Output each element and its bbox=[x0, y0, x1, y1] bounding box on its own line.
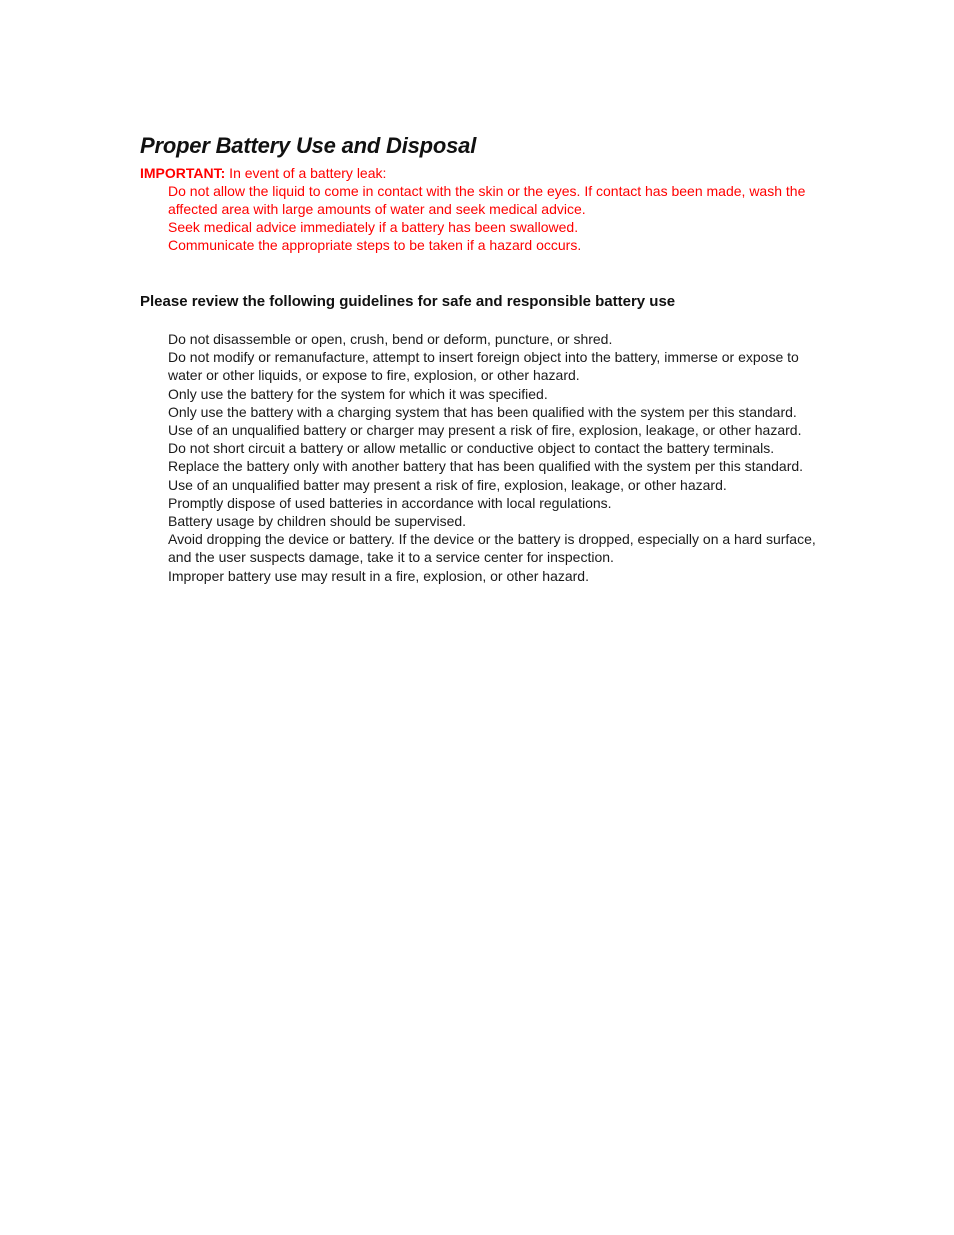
guideline-item: Avoid dropping the device or battery. If the device or the battery is dropped, especially on a hard surface, and the user suspects damage, take it to a service center for inspection. bbox=[168, 531, 816, 566]
leak-instruction-item: Do not allow the liquid to come in contact with the skin or the eyes. If contact has been made, wash the affected area with large amounts of water and seek medical advice. bbox=[168, 183, 806, 217]
guideline-item: Only use the battery with a charging system that has been qualified with the system per this standard. Use of an unqualified battery or charger may present a risk of fire, explosion, leakage, or other hazard. bbox=[168, 403, 802, 439]
guideline-item: Do not modify or remanufacture, attempt to insert foreign object into the battery, immerse or expose to water or other liquids, or expose to fire, explosion, or other hazard. bbox=[168, 349, 799, 384]
guidelines-heading: Please review the following guidelines for safe and responsible battery use bbox=[140, 293, 676, 310]
document-page bbox=[140, 130, 820, 585]
leak-instruction-item: Seek medical advice immediately if a battery has been swallowed. bbox=[168, 219, 579, 235]
guideline-item: Improper battery use may result in a fire, explosion, or other hazard. bbox=[168, 567, 589, 584]
important-text: In event of a battery leak: bbox=[225, 165, 387, 181]
guideline-item: Do not disassemble or open, crush, bend or deform, puncture, or shred. bbox=[168, 331, 613, 347]
guideline-item: Do not short circuit a battery or allow metallic or conductive object to contact the battery terminals. bbox=[168, 440, 775, 457]
guideline-item: Promptly dispose of used batteries in accordance with local regulations. bbox=[168, 494, 612, 511]
guidelines-list bbox=[140, 330, 820, 585]
important-notice bbox=[140, 164, 820, 182]
page-title: Proper Battery Use and Disposal bbox=[140, 133, 477, 158]
important-label: IMPORTANT: bbox=[140, 165, 226, 181]
guideline-item: Replace the battery only with another battery that has been qualified with the system per this standard. Use of an unqualified batter may present a risk of fire, explosion, leakage, or other hazard. bbox=[168, 458, 804, 493]
leak-instructions-list bbox=[140, 182, 820, 254]
guideline-item: Battery usage by children should be supervised. bbox=[168, 513, 467, 530]
leak-instruction-item: Communicate the appropriate steps to be taken if a hazard occurs. bbox=[168, 237, 582, 253]
guideline-item: Only use the battery for the system for which it was specified. bbox=[168, 385, 548, 402]
